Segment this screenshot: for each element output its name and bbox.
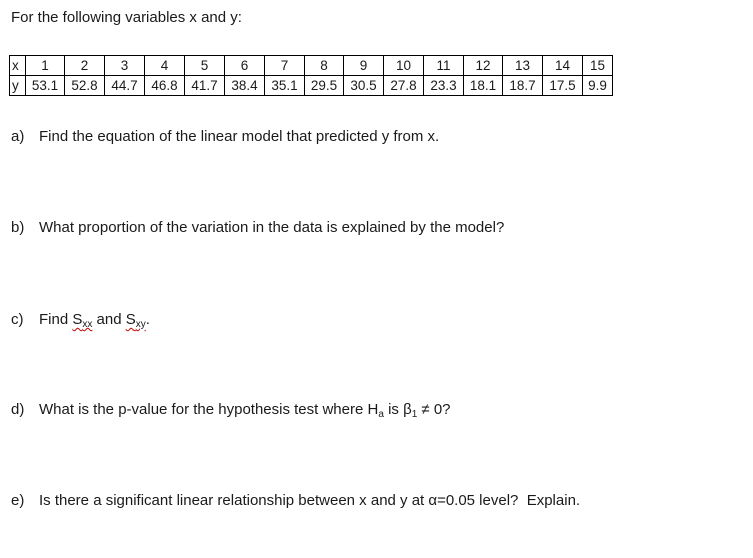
question-c [11, 311, 150, 330]
x-cell: 14 [543, 56, 583, 76]
question-e [11, 492, 580, 509]
y-cell: 52.8 [65, 76, 105, 96]
question-a [11, 128, 439, 145]
x-cell: 12 [464, 56, 503, 76]
x-cell: 3 [105, 56, 145, 76]
x-label: x [10, 56, 26, 76]
y-cell: 18.7 [503, 76, 543, 96]
y-row [10, 76, 613, 96]
y-cell: 53.1 [26, 76, 65, 96]
y-cell: 17.5 [543, 76, 583, 96]
x-cell: 11 [424, 56, 464, 76]
h-subscript: a [378, 409, 384, 420]
y-cell: 41.7 [185, 76, 225, 96]
x-cell: 6 [225, 56, 265, 76]
question-text: Find the equation of the linear model that predicted y from x. [39, 128, 440, 145]
data-table [9, 55, 613, 96]
x-cell: 9 [344, 56, 384, 76]
question-letter: c) [11, 311, 24, 328]
x-row [10, 56, 613, 76]
sxy-subscript: xy [135, 319, 146, 330]
y-label: y [10, 76, 26, 96]
question-text: Is there a significant linear relationship between x and y at α=0.05 level? Explain. [39, 492, 581, 509]
x-cell: 13 [503, 56, 543, 76]
y-cell: 44.7 [105, 76, 145, 96]
x-cell: 4 [145, 56, 185, 76]
y-cell: 30.5 [344, 76, 384, 96]
y-cell: 23.3 [424, 76, 464, 96]
x-cell: 8 [305, 56, 344, 76]
question-text-mid: and [92, 311, 126, 328]
x-cell: 2 [65, 56, 105, 76]
intro-text: For the following variables x and y: [11, 9, 242, 26]
question-letter: a) [11, 128, 25, 145]
question-text: What proportion of the variation in the data is explained by the model? [39, 219, 505, 236]
question-text-suffix: . [145, 311, 150, 328]
x-cell: 10 [384, 56, 424, 76]
question-text-suffix: ≠ 0? [417, 401, 451, 418]
question-text-mid: is β [383, 401, 412, 418]
sxy-letter: S [125, 311, 136, 328]
y-cell: 35.1 [265, 76, 305, 96]
y-cell: 29.5 [305, 76, 344, 96]
beta-subscript: 1 [411, 409, 418, 420]
y-cell: 9.9 [583, 76, 613, 96]
sxy-symbol [126, 311, 146, 328]
question-letter: e) [11, 492, 25, 509]
sxx-symbol [72, 311, 92, 328]
question-letter: b) [11, 219, 25, 236]
x-cell: 5 [185, 56, 225, 76]
y-cell: 46.8 [145, 76, 185, 96]
question-d [11, 401, 451, 420]
x-cell: 15 [583, 56, 613, 76]
sxx-letter: S [72, 311, 83, 328]
y-cell: 18.1 [464, 76, 503, 96]
x-cell: 1 [26, 56, 65, 76]
question-text-prefix: What is the p-value for the hypothesis test where H [39, 401, 379, 418]
x-cell: 7 [265, 56, 305, 76]
y-cell: 38.4 [225, 76, 265, 96]
question-b [11, 219, 504, 236]
y-cell: 27.8 [384, 76, 424, 96]
question-text-prefix: Find [39, 311, 73, 328]
question-letter: d) [11, 401, 25, 418]
sxx-subscript: xx [82, 319, 93, 330]
